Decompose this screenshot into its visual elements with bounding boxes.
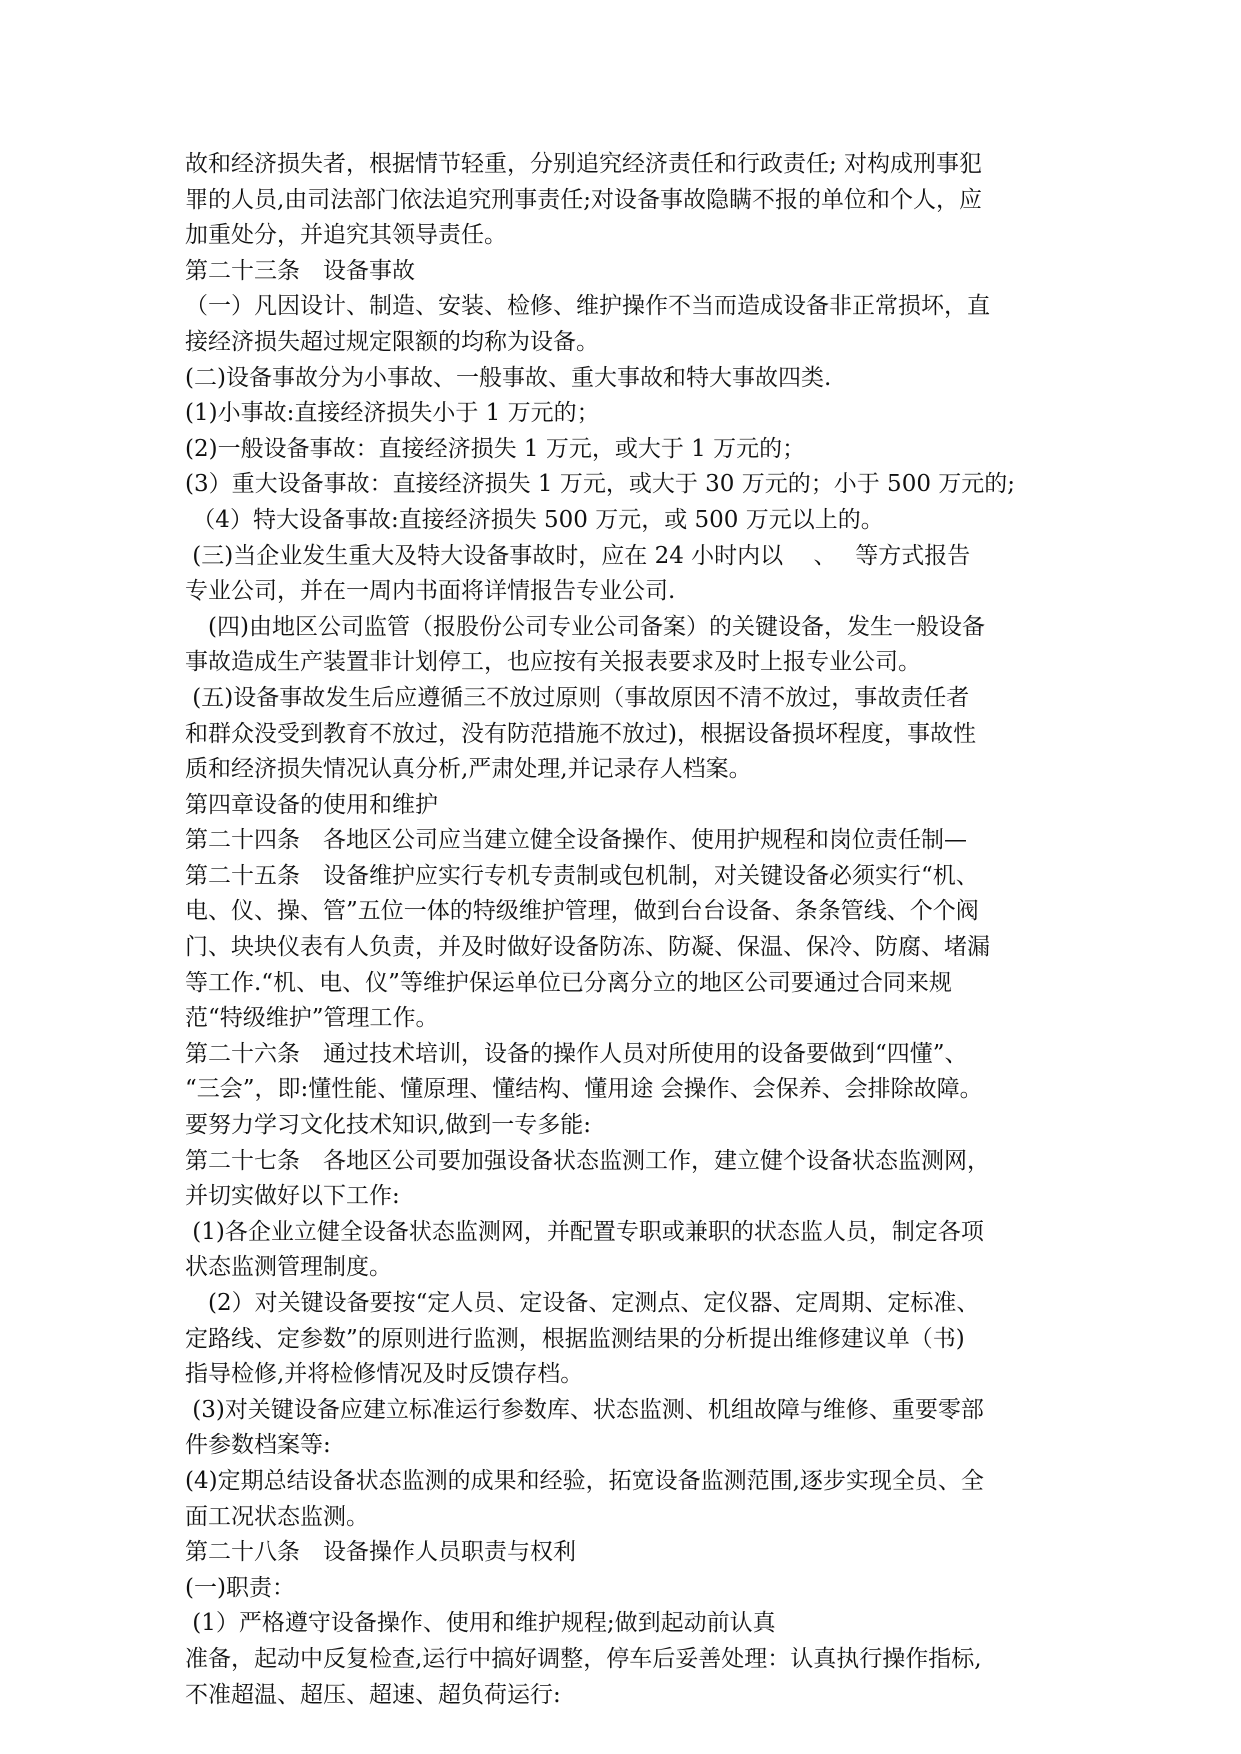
text-line: 加重处分，并追究其领导责任。 — [185, 222, 507, 249]
article-heading: 第二十六条 通过技术培训，设备的操作人员对所使用的设备要做到“四懂”、 — [185, 1040, 968, 1067]
text-line: (3）重大设备事故：直接经济损失 1 万元，或大于 30 万元的；小于 500 万元的; — [185, 471, 1016, 498]
text-line: 质和经济损失情况认真分析,严肃处理,并记录存人档案。 — [185, 756, 752, 783]
text-line: 准备，起动中反复检查,运行中搞好调整，停车后妥善处理：认真执行操作指标, — [185, 1645, 982, 1672]
text-line: 和群众没受到教育不放过，没有防范措施不放过)，根据设备损坏程度，事故性 — [185, 720, 976, 747]
text-line: 不准超温、超压、超速、超负荷运行: — [185, 1681, 561, 1708]
text-line: (1）严格遵守设备操作、使用和维护规程;做到起动前认真 — [185, 1610, 776, 1637]
text-line: (二)设备事故分为小事故、一般事故、重大事故和特大事故四类. — [185, 364, 832, 391]
text-line: 事故造成生产装置非计划停工，也应按有关报表要求及时上报专业公司。 — [185, 649, 921, 676]
text-line: (2)一般设备事故：直接经济损失 1 万元，或大于 1 万元的； — [185, 435, 806, 462]
text-line: 接经济损失超过规定限额的均称为设备。 — [185, 328, 599, 355]
text-line: (四)由地区公司监管（报股份公司专业公司备案）的关键设备，发生一般设备 — [185, 613, 985, 640]
text-line: 定路线、定参数”的原则进行监测，根据监测结果的分析提出维修建议单（书) — [185, 1325, 965, 1352]
text-line: （4）特大设备事故:直接经济损失 500 万元，或 500 万元以上的。 — [185, 506, 884, 533]
text-line: (三)当企业发生重大及特大设备事故时，应在 24 小时内以 、 等方式报告 — [185, 542, 971, 569]
text-line: (4)定期总结设备状态监测的成果和经验，拓宽设备监测范围,逐步实现全员、全 — [185, 1467, 984, 1494]
text-line: (1)各企业立健全设备状态监测网，并配置专职或兼职的状态监人员，制定各项 — [185, 1218, 984, 1245]
chapter-heading: 第四章设备的使用和维护 — [185, 791, 438, 818]
document-body — [185, 147, 1065, 1713]
text-line: 专业公司，并在一周内书面将详情报告专业公司. — [185, 578, 676, 605]
text-line: 门、块块仪表有人负责，并及时做好设备防冻、防凝、保温、保冷、防腐、堵漏 — [185, 934, 990, 961]
article-heading: 第二十七条 各地区公司要加强设备状态监测工作，建立健个设备状态监测网， — [185, 1147, 990, 1174]
text-line: 并切实做好以下工作: — [185, 1183, 400, 1210]
text-line: (五)设备事故发生后应遵循三不放过原则（事故原因不清不放过，事故责任者 — [185, 684, 970, 711]
text-line: 范“特级维护”管理工作。 — [185, 1005, 439, 1032]
article-heading: 第二十四条 各地区公司应当建立健全设备操作、使用护规程和岗位责任制— — [185, 827, 967, 854]
text-line: (1)小事故:直接经济损失小于 1 万元的； — [185, 400, 600, 427]
text-line: 电、仪、操、管”五位一体的特级维护管理，做到台台设备、条条管线、个个阀 — [185, 898, 979, 925]
text-line: “三会”，即:懂性能、懂原理、懂结构、懂用途 会操作、会保养、会排除故障。 — [185, 1076, 983, 1103]
text-line: （一）凡因设计、制造、安装、检修、维护操作不当而造成设备非正常损坏，直 — [185, 293, 990, 320]
text-line: 件参数档案等: — [185, 1432, 331, 1459]
text-line: (一)职责： — [185, 1574, 295, 1601]
text-line: 等工作.“机、电、仪”等维护保运单位已分离分立的地区公司要通过合同来规 — [185, 969, 952, 996]
text-line: 罪的人员,由司法部门依法追究刑事责任;对设备事故隐瞒不报的单位和个人，应 — [185, 186, 983, 213]
text-line: 要努力学习文化技术知识,做到一专多能: — [185, 1112, 592, 1139]
text-line: (3)对关键设备应建立标准运行参数库、状态监测、机组故障与维修、重要零部 — [185, 1396, 984, 1423]
text-line: 面工况状态监测。 — [185, 1503, 369, 1530]
text-line: 故和经济损失者，根据情节轻重，分别追究经济责任和行政责任; 对构成刑事犯 — [185, 151, 983, 177]
text-line: 状态监测管理制度。 — [185, 1254, 392, 1281]
text-line: 指导检修,并将检修情况及时反馈存档。 — [185, 1361, 584, 1388]
article-heading: 第二十五条 设备维护应实行专机专责制或包机制，对关键设备必须实行“机、 — [185, 862, 979, 889]
article-heading: 第二十八条 设备操作人员职责与权利 — [185, 1539, 576, 1566]
text-line: (2）对关键设备要按“定人员、定设备、定测点、定仪器、定周期、定标准、 — [185, 1290, 980, 1316]
article-heading: 第二十三条 设备事故 — [185, 257, 415, 284]
